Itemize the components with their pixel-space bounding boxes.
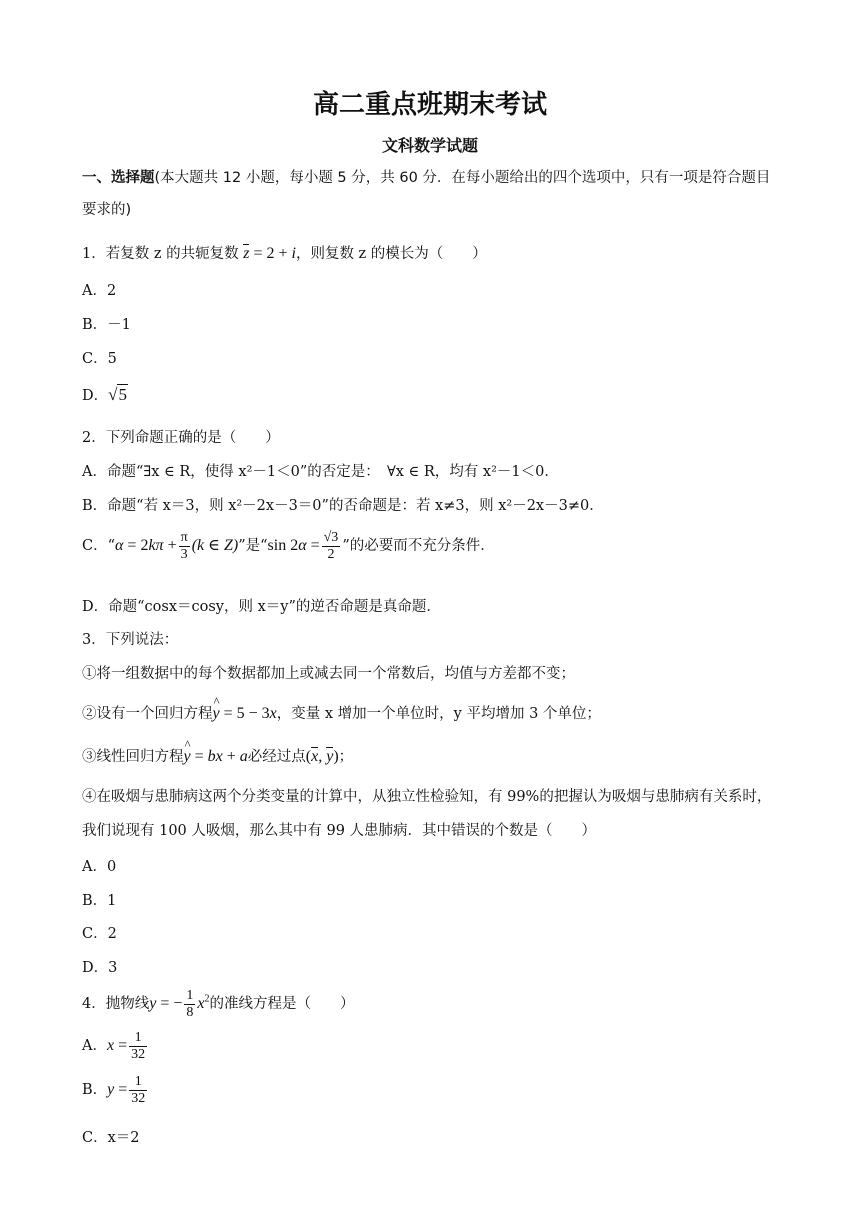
- q1-stem: [82, 242, 487, 263]
- q4-stem: 4．抛物线y = − $\frac{1}{8}$ $x^2$的准线方程是（ ）: [82, 988, 355, 1020]
- q1-option-a: A．2: [82, 283, 117, 299]
- q1-option-c: C．5: [82, 351, 117, 367]
- q3-option-d: D．3: [82, 960, 118, 976]
- page-title: 高二重点班期末考试: [312, 90, 547, 120]
- q3-stem: 3．下列说法：: [82, 632, 179, 648]
- q1-option-d: D．√5: [82, 385, 127, 404]
- q3-option-c: C．2: [82, 926, 117, 942]
- q2-option-a: A．命题“∃x ∈ R，使得 x²－1＜0”的否定是： ∀x ∈ R，均有 x²－1＜0．: [82, 464, 559, 480]
- q4-b-math: y = $\frac{1}{32}$: [107, 1074, 146, 1106]
- q1-math: z = 2 + i: [243, 245, 296, 262]
- q2-option-c: C．“α = 2kπ + $\frac{\pi}{3}$ (k ∈ Z)”是“sin 2α = $\frac{√3}{2}$ ”的必要而不充分条件．: [82, 530, 495, 562]
- q3-statement-3: ③线性回归方程^ y = bx + a必经过点(x, y)；: [82, 745, 353, 766]
- q4-option-b: B．y = $\frac{1}{32}$: [82, 1074, 149, 1107]
- section-desc-2: 要求的): [82, 202, 132, 218]
- q1-stem-b: ，则复数 z 的模长为（ ）: [295, 246, 487, 262]
- q2-c-math2: sin 2α = $\frac{√3}{2}$: [267, 530, 339, 562]
- page-subtitle: 文科数学试题: [381, 136, 478, 155]
- q1-stem-a: 1．若复数 z 的共轭复数: [82, 246, 239, 262]
- q2-option-b: B．命题“若 x＝3，则 x²－2x－3＝0”的否命题是：若 x≠3，则 x²－2x－3≠0．: [82, 498, 604, 514]
- q2-c-math1: α = 2kπ + $\frac{\pi}{3}$ (k ∈ Z): [115, 530, 239, 562]
- q3-statement-4-line-2: 我们说现有 100 人吸烟，那么其中有 99 人患肺病．其中错误的个数是（ ）: [82, 823, 597, 839]
- q2-option-d: D．命题“cosx＝cosy，则 x＝y”的逆否命题是真命题．: [82, 599, 441, 615]
- q2-stem: 2．下列命题正确的是（ ）: [82, 430, 280, 446]
- q4-a-math: x = $\frac{1}{32}$: [106, 1030, 146, 1062]
- q1-option-d-math: √5: [108, 385, 127, 404]
- section-heading: 一、选择题: [82, 170, 155, 186]
- q3-option-a: A．0: [82, 859, 117, 875]
- q4-option-a: A．x = $\frac{1}{32}$: [82, 1030, 149, 1063]
- q3-s3-point: (x, y): [305, 748, 339, 765]
- q4-option-c: C．x＝2: [82, 1130, 140, 1146]
- q3-statement-4-line-1: ④在吸烟与患肺病这两个分类变量的计算中，从独立性检验知，有 99%的把握认为吸烟与患肺病有关系时，: [82, 789, 772, 805]
- q3-option-b: B．1: [82, 893, 117, 909]
- section-heading-line: [82, 166, 770, 187]
- q3-statement-1: ①将一组数据中的每个数据都加上或减去同一个常数后，均值与方差都不变；: [82, 666, 575, 682]
- q1-option-b: B．－1: [82, 317, 131, 333]
- q4-math: y = − $\frac{1}{8}$ $x^2$: [149, 988, 210, 1020]
- q3-statement-2: ②设有一个回归方程^ y = 5 − 3x，变量 x 增加一个单位时，y 平均增加 3 个单位；: [82, 702, 601, 723]
- section-desc-1: (本大题共 12 小题，每小题 5 分，共 60 分．在每小题给出的四个选项中，只有一项是符合题目: [154, 170, 771, 186]
- q3-s3-math: ^ y = bx + a: [184, 748, 248, 765]
- q3-s2-math: ^ y = 5 − 3x: [213, 705, 277, 722]
